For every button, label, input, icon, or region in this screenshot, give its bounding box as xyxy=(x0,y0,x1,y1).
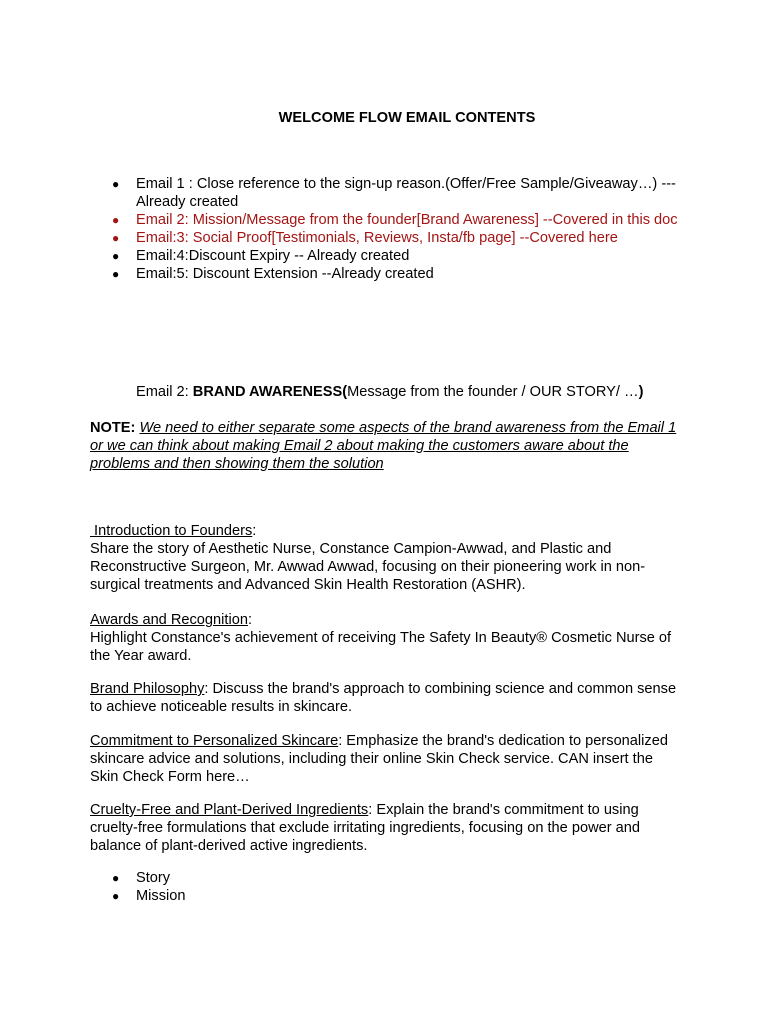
intro-colon: : xyxy=(252,523,257,539)
email2-bold-title: BRAND AWARENESS( xyxy=(192,384,348,400)
list-item xyxy=(110,211,690,229)
cruelty-free-section xyxy=(90,801,680,855)
email2-prefix: Email 2: xyxy=(136,384,193,400)
list-item-text: Email:3: Social Proof[Testimonials, Reviews, Insta/fb page] --Covered here xyxy=(136,230,618,246)
awards-title: Awards and Recognition xyxy=(90,612,248,628)
philosophy-title: Brand Philosophy xyxy=(90,681,205,697)
list-item xyxy=(110,869,690,887)
document-title: WELCOME FLOW EMAIL CONTENTS xyxy=(278,110,536,126)
email2-heading xyxy=(136,383,696,401)
email-list xyxy=(110,175,690,283)
cruelty-free-title: Cruelty-Free and Plant-Derived Ingredients xyxy=(90,802,369,818)
list-item-text: Email:5: Discount Extension --Already created xyxy=(136,266,434,282)
personalized-body: : Emphasize the brand's dedication to personalized skincare advice and solutions, including their online Skin Check service. CAN insert the Skin Check Form here… xyxy=(90,733,668,785)
bullet-icon: ● xyxy=(112,267,120,281)
awards-heading xyxy=(90,611,680,629)
intro-heading xyxy=(90,522,680,540)
list-item-text: Mission xyxy=(136,888,186,904)
list-item xyxy=(110,175,690,211)
story-mission-list xyxy=(110,869,690,905)
list-item xyxy=(110,265,690,283)
philosophy-body: : Discuss the brand's approach to combining science and common sense to achieve noticeable results in skincare. xyxy=(90,681,677,715)
intro-section xyxy=(90,522,680,594)
awards-section xyxy=(90,611,680,665)
note-label: NOTE: xyxy=(90,420,140,436)
list-item xyxy=(110,887,690,905)
awards-colon: : xyxy=(247,612,252,628)
bullet-icon: ● xyxy=(112,871,120,885)
personalized-section xyxy=(90,732,680,786)
bullet-icon: ● xyxy=(112,177,120,191)
bullet-icon: ● xyxy=(112,889,120,903)
email2-close: ) xyxy=(638,384,644,400)
note-text: We need to either separate some aspects of the brand awareness from the Email 1 or we can think about making Email 2 about making the customers aware about the problems and then showing them the solution xyxy=(90,420,677,472)
list-item-text: Email 1 : Close reference to the sign-up reason.(Offer/Free Sample/Giveaway…) ---Already created xyxy=(136,176,676,210)
note-paragraph xyxy=(90,419,680,473)
list-item xyxy=(110,229,690,247)
personalized-title: Commitment to Personalized Skincare xyxy=(90,733,339,749)
list-item-text: Email:4:Discount Expiry -- Already created xyxy=(136,248,410,264)
intro-body: Share the story of Aesthetic Nurse, Constance Campion-Awwad, and Plastic and Reconstructive Surgeon, Mr. Awwad Awwad, focusing on their pioneering work in non-surgical treatments and Advanced Skin Health Restoration (ASHR). xyxy=(90,541,646,593)
cruelty-free-body: : Explain the brand's commitment to using cruelty-free formulations that exclude irritating ingredients, focusing on the power and balance of plant-derived active ingredients. xyxy=(90,802,640,854)
list-item-text: Story xyxy=(136,870,171,886)
email2-subtitle: Message from the founder / OUR STORY/ … xyxy=(347,384,639,400)
list-item-text: Email 2: Mission/Message from the founder[Brand Awareness] --Covered in this doc xyxy=(136,212,678,228)
list-item xyxy=(110,247,690,265)
awards-body: Highlight Constance's achievement of receiving The Safety In Beauty® Cosmetic Nurse of the Year award. xyxy=(90,630,672,664)
bullet-icon: ● xyxy=(112,231,120,245)
philosophy-section xyxy=(90,680,680,716)
intro-title: Introduction to Founders xyxy=(90,523,253,539)
bullet-icon: ● xyxy=(112,213,120,227)
bullet-icon: ● xyxy=(112,249,120,263)
